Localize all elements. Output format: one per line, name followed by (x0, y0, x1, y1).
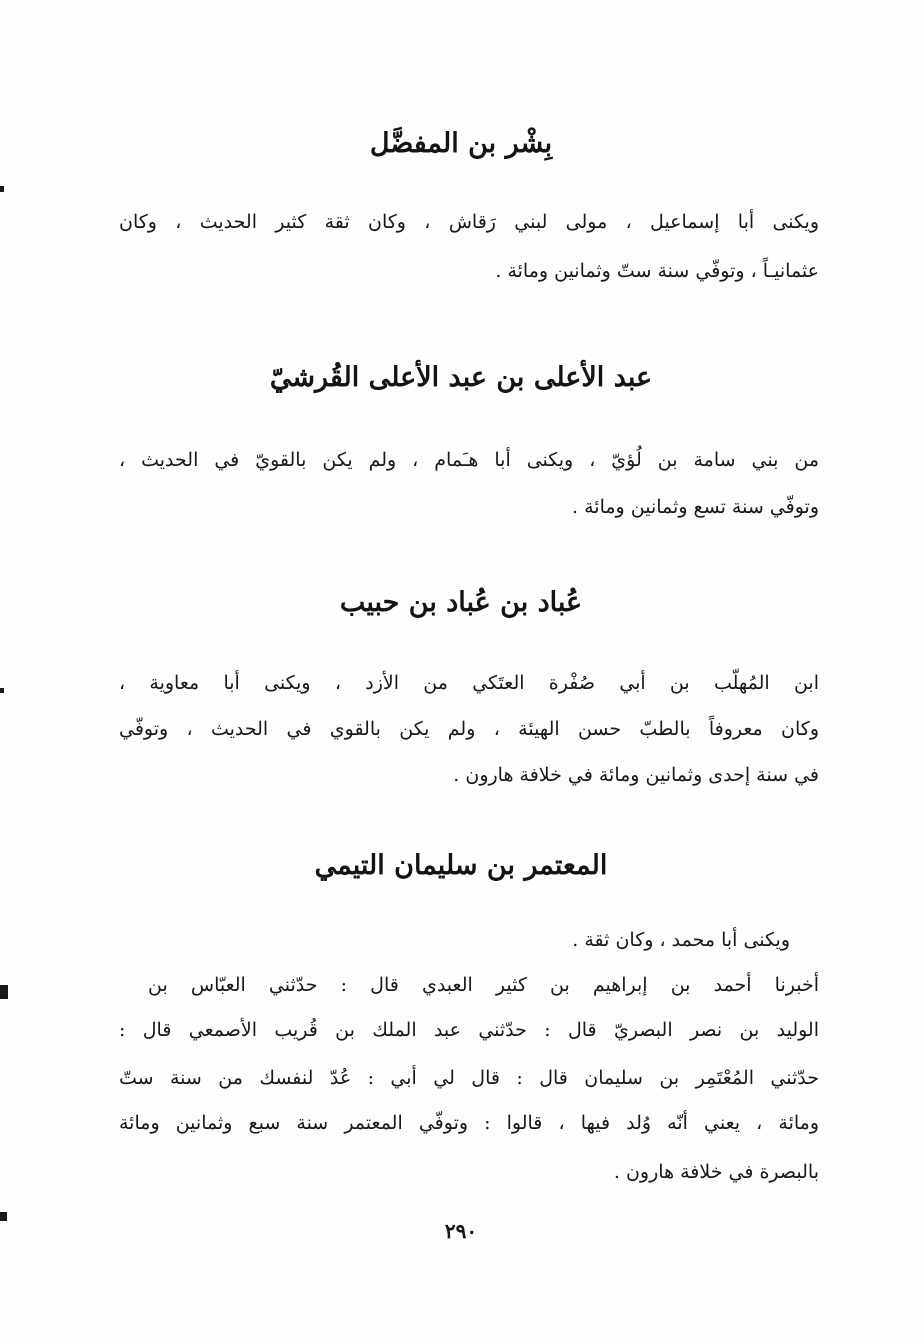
entry-line: وتوفّي سنة تسع وثمانين ومائة . (572, 496, 819, 518)
page-number: ٢٩٠ (444, 1219, 478, 1243)
entry-line: من بني سامة بن لُؤيّ ، ويكنى أبا هـَمام ، ولم يكن بالقويّ في الحديث ، (119, 449, 819, 471)
scan-mark (0, 186, 4, 192)
entry-line: أخبرنا أحمد بن إبراهيم بن كثير العبدي قال : حدّثني العبّاس بن (148, 974, 819, 996)
entry-line: ومائة ، يعني أنّه وُلد فيها ، قالوا : وتوفّي المعتمر سنة سبع وثمانين ومائة (119, 1112, 819, 1134)
entry-line: ابن المُهلّب بن أبي صُفْرة العتَكي من الأزد ، ويكنى أبا معاوية ، (119, 672, 819, 694)
scan-mark (0, 985, 8, 999)
entry-title-mutamir: المعتمر بن سليمان التيمي (314, 850, 608, 881)
entry-title-abd-al-ala: عبد الأعلى بن عبد الأعلى القُرشيّ (269, 362, 653, 393)
entry-line: في سنة إحدى وثمانين ومائة في خلافة هارون . (453, 764, 819, 786)
entry-line: بالبصرة في خلافة هارون . (613, 1161, 819, 1183)
scan-mark (0, 688, 4, 693)
entry-line: وكان معروفاً بالطبّ حسن الهيئة ، ولم يكن بالقوي في الحديث ، وتوفّي (119, 718, 819, 740)
entry-line: حدّثني المُعْتَمِر بن سليمان قال : قال لي أبي : عُدّ لنفسك من سنة ستّ (119, 1067, 819, 1089)
entry-title-ubad: عُباد بن عُباد بن حبيب (339, 587, 583, 618)
entry-line: عثمانيـاً ، وتوفّي سنة ستّ وثمانين ومائة . (495, 260, 819, 282)
entry-line: ويكنى أبا إسماعيل ، مولى لبني رَقاش ، وكان ثقة كثير الحديث ، وكان (119, 211, 819, 233)
entry-line: ويكنى أبا محمد ، وكان ثقة . (572, 929, 790, 951)
entry-line: الوليد بن نصر البصريّ قال : حدّثني عبد الملك بن قُريب الأصمعي قال : (119, 1019, 819, 1041)
scan-mark (0, 1212, 7, 1221)
entry-title-bishr: بِشْر بن المفضَّل (369, 128, 553, 159)
